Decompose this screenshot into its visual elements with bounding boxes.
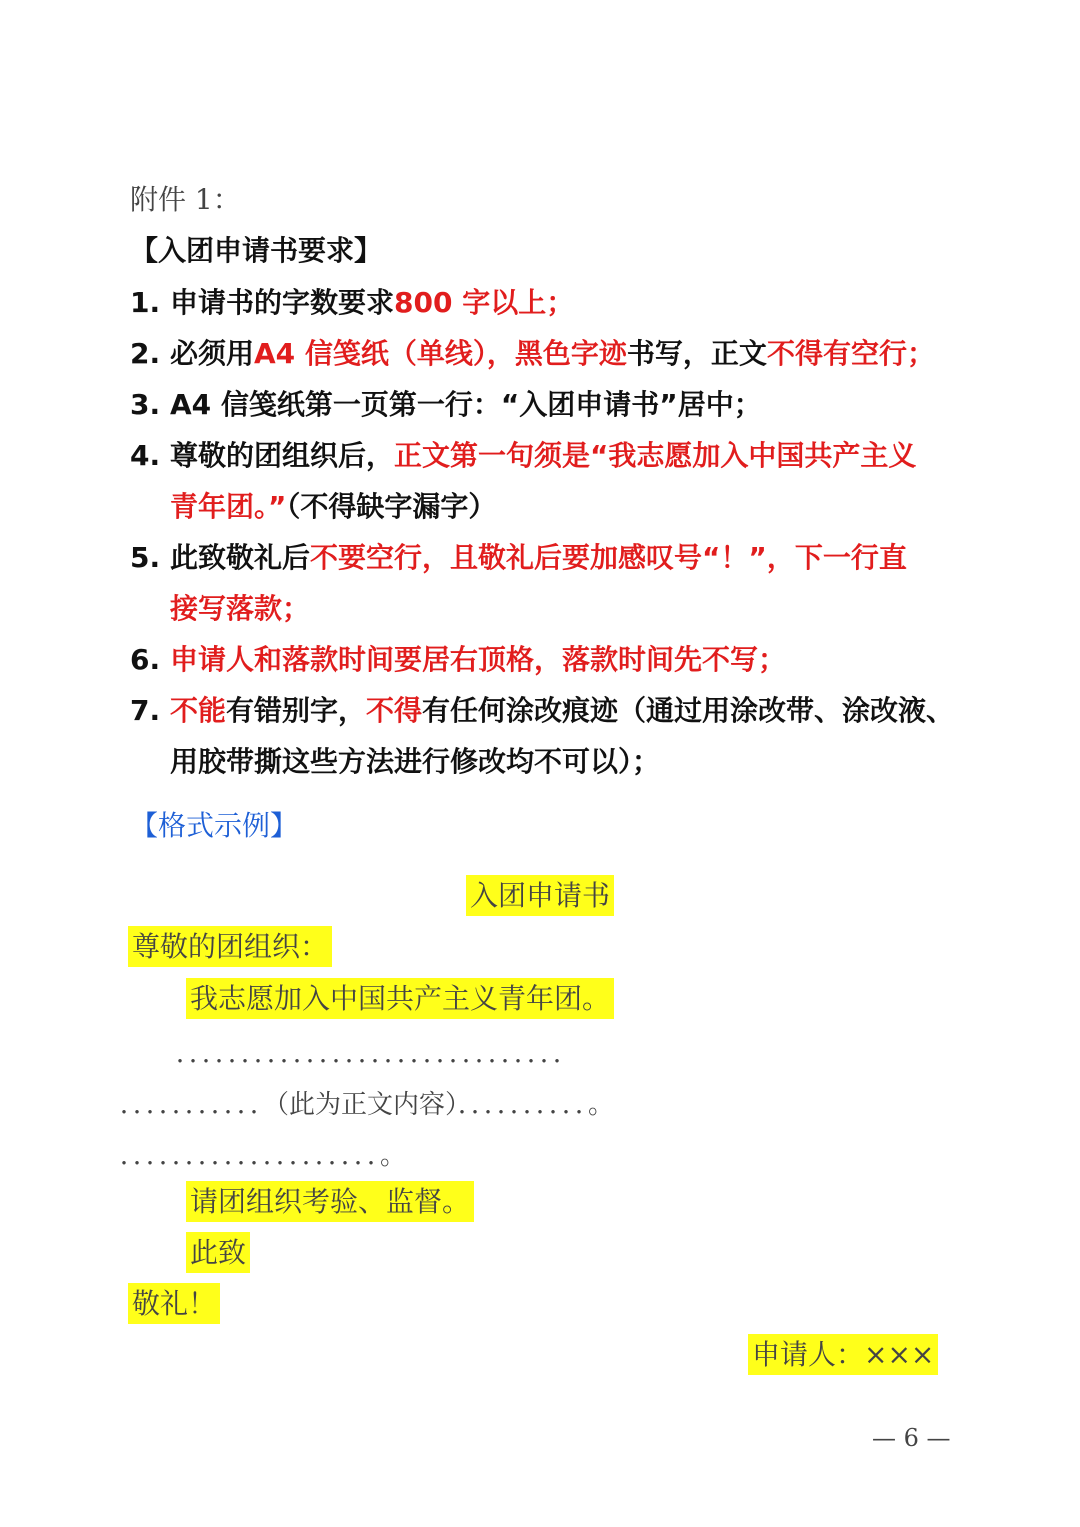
- item-text: 尊敬的团组织后，: [170, 439, 395, 472]
- requirements-heading: 【入团申请书要求】: [130, 234, 383, 267]
- example-dots-line-2: [120, 1087, 614, 1123]
- example-salutation: [128, 929, 332, 965]
- item-text: （不得缺字漏字）: [286, 490, 497, 523]
- requirement-item-2: [130, 336, 935, 372]
- example-first-sentence-text: 我志愿加入中国共产主义青年团。: [186, 978, 614, 1019]
- requirement-item-4-continued: [170, 489, 496, 525]
- example-first-sentence: [186, 981, 614, 1017]
- example-heading: 【格式示例】: [130, 809, 299, 842]
- requirement-item-5-continued: 接写落款；: [170, 592, 311, 625]
- item-text: 申请书的字数要求: [170, 286, 395, 319]
- item-text: 有错别字，: [226, 694, 367, 727]
- item-number: 7.: [130, 694, 161, 727]
- item-text: 必须用: [170, 337, 255, 370]
- example-applicant-text: 申请人：×××: [748, 1334, 938, 1375]
- item-text: 有任何涂改痕迹（通过用涂改带、涂改液、: [422, 694, 955, 727]
- requirement-item-1: [130, 285, 574, 321]
- item-text-red: 申请人和落款时间要居右顶格，落款时间先不写；: [170, 643, 787, 676]
- attachment-label: 附件 1：: [130, 183, 241, 216]
- requirement-item-6: [130, 642, 786, 678]
- body-placeholder: （此为正文内容）: [276, 1090, 459, 1120]
- example-closing-sentence-text: 请团组织考验、监督。: [186, 1181, 474, 1222]
- requirement-item-5: [130, 540, 907, 576]
- example-title: [466, 878, 614, 914]
- requirement-item-7-continued: 用胶带撕这些方法进行修改均不可以）；: [170, 745, 661, 778]
- item-text-red: 不得有空行；: [766, 337, 935, 370]
- example-dots-line-1: ．．．．．．．．．．．．．．．．．．．．．．．．．．．．．．: [176, 1039, 580, 1069]
- page-number: — 6 —: [872, 1424, 951, 1452]
- item-text-red: 不得: [366, 694, 423, 727]
- item-number: 4.: [130, 439, 161, 472]
- example-ci-zhi: [186, 1235, 250, 1271]
- item-number: 1.: [130, 286, 161, 319]
- requirement-item-3: [130, 387, 762, 423]
- example-applicant: [748, 1337, 938, 1373]
- example-salutation-text: 尊敬的团组织：: [128, 926, 332, 967]
- example-jing-li: [128, 1286, 220, 1322]
- item-text-red: A4 信笺纸（单线），黑色字迹: [254, 337, 627, 370]
- item-number: 3.: [130, 388, 161, 421]
- example-title-text: 入团申请书: [466, 875, 614, 916]
- item-text-red: 不能: [170, 694, 227, 727]
- example-closing-sentence: [186, 1184, 474, 1220]
- item-text: A4 信笺纸第一页第一行：“入团申请书”居中；: [170, 388, 762, 421]
- requirement-item-4: [130, 438, 916, 474]
- example-jing-li-text: 敬礼！: [128, 1283, 220, 1324]
- item-text-red: 800 字以上；: [394, 286, 575, 319]
- item-number: 6.: [130, 643, 161, 676]
- item-number: 5.: [130, 541, 161, 574]
- requirement-item-7: [130, 693, 954, 729]
- example-ci-zhi-text: 此致: [186, 1232, 250, 1273]
- item-text-red: 正文第一句须是“我志愿加入中国共产主义: [394, 439, 917, 472]
- item-text-red: 不要空行，且敬礼后要加感叹号“！”，下一行直: [310, 541, 907, 574]
- dots: ．．．．．．．．．．．: [120, 1090, 277, 1120]
- item-number: 2.: [130, 337, 161, 370]
- dots: ．．．．．．．．．．。: [458, 1090, 615, 1120]
- item-text-red: 青年团。”: [170, 490, 287, 523]
- item-text: 此致敬礼后: [170, 541, 311, 574]
- item-text: 书写，正文: [626, 337, 767, 370]
- example-dots-line-3: ．．．．．．．．．．．．．．．．．．．．。: [120, 1141, 407, 1171]
